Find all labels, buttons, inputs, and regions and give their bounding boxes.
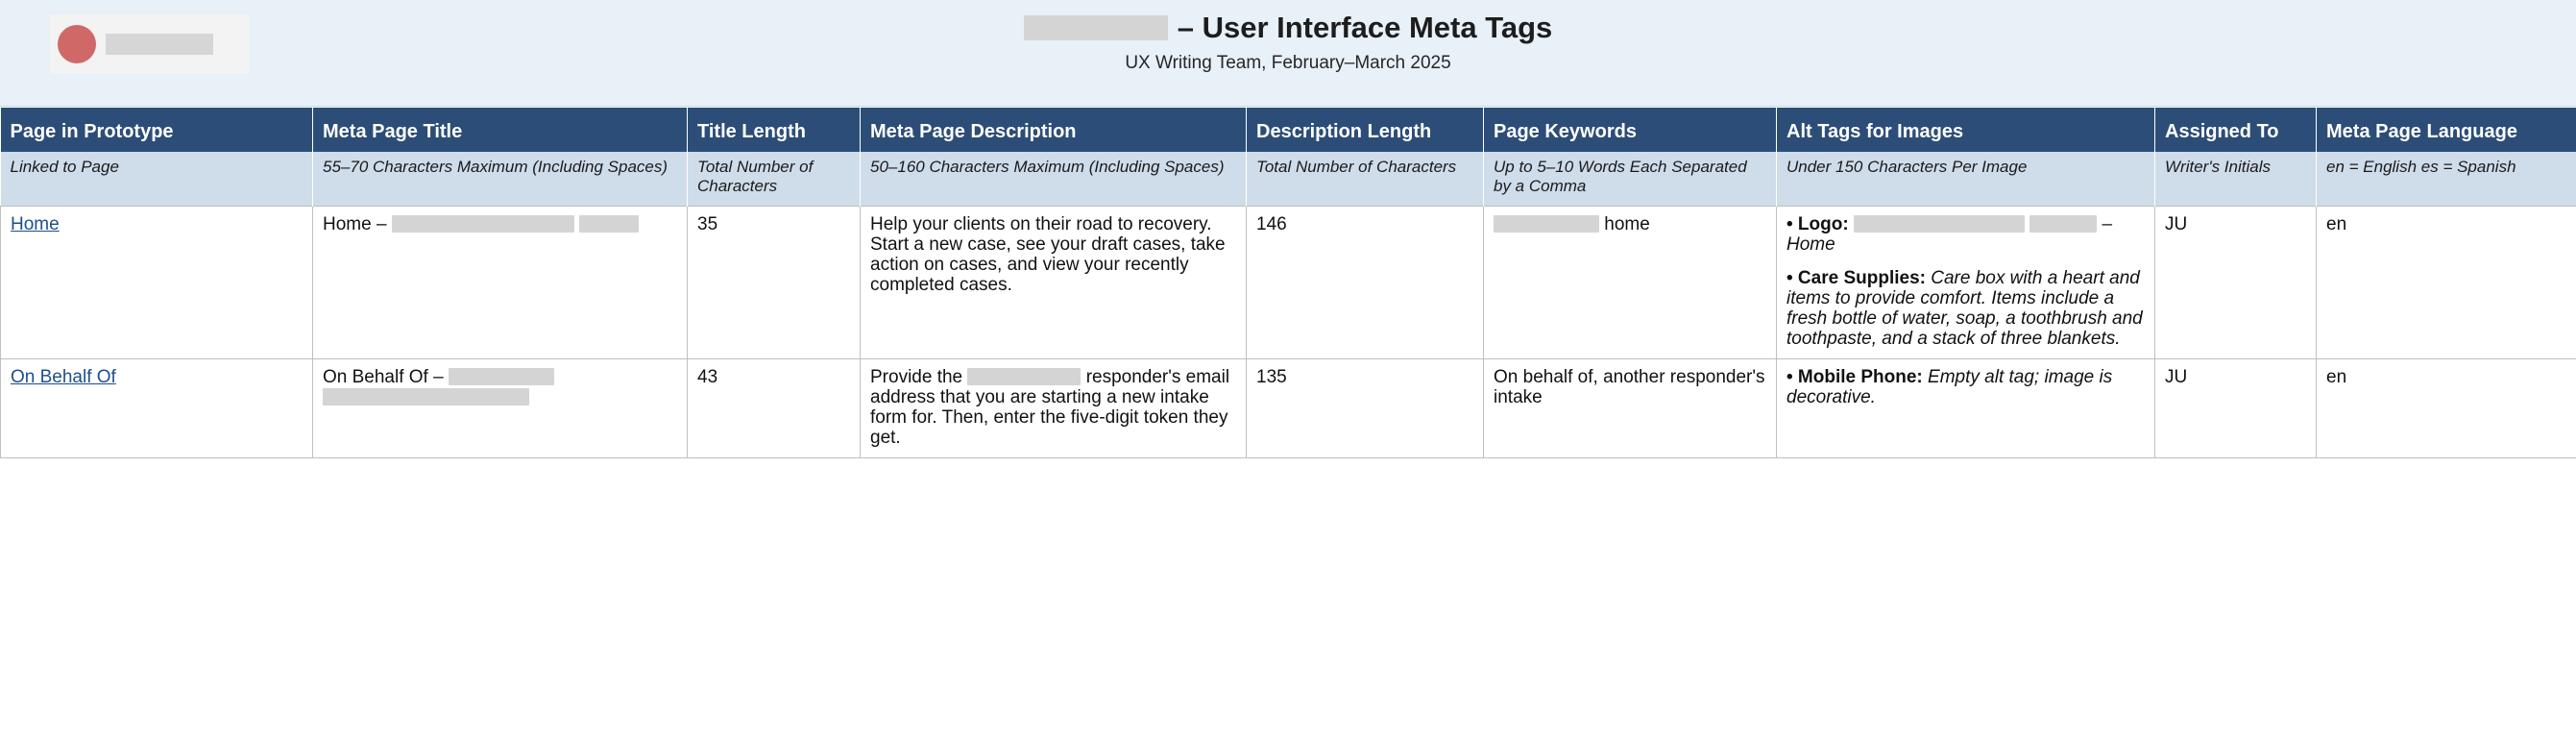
document-header: [0, 0, 2576, 107]
cell-page-in-prototype: [1, 359, 313, 458]
table-row: [1, 207, 2576, 359]
cell-description-length: 146: [1247, 207, 1484, 359]
column-header-meta-page-title: Meta Page Title: [313, 108, 688, 153]
cell-language: en: [2317, 359, 2576, 458]
description-part-b: responder's email address that you are starting a new intake form for. Then, enter the five-digit token they get.: [870, 367, 1230, 448]
meta-tags-table: [0, 107, 2576, 458]
alt-tag-label: • Logo:: [1786, 214, 1849, 234]
column-header-description-length: Description Length: [1247, 108, 1484, 153]
guidance-title-length: Total Number of Characters: [688, 152, 861, 207]
description-part-a: Provide the: [870, 367, 963, 387]
redacted-text: [2029, 215, 2097, 233]
guidance-keywords: Up to 5–10 Words Each Separated by a Comma: [1484, 152, 1777, 207]
redacted-text: [323, 388, 529, 406]
header-row: [1, 108, 2576, 153]
cell-alt-tags: [1777, 207, 2155, 359]
guidance-description-chars: 50–160 Characters Maximum (Including Spaces): [861, 152, 1247, 207]
cell-title-length: 35: [688, 207, 861, 359]
column-header-assigned-to: Assigned To: [2155, 108, 2317, 153]
page-title-suffix: – User Interface Meta Tags: [1177, 11, 1553, 44]
guidance-title-chars: 55–70 Characters Maximum (Including Spaces): [313, 152, 688, 207]
redacted-company-name: [1024, 15, 1168, 40]
column-header-meta-page-language: Meta Page Language: [2317, 108, 2576, 153]
guidance-language: [2317, 152, 2576, 207]
page-link-on-behalf-of[interactable]: On Behalf Of: [11, 367, 116, 387]
page-title: [0, 10, 2576, 46]
guidance-linked-to-page: Linked to Page: [1, 152, 313, 207]
table-guidance: [1, 152, 2576, 207]
guidance-alt-tags: Under 150 Characters Per Image: [1777, 152, 2155, 207]
redacted-text: [392, 215, 574, 233]
alt-tag-item: [1786, 214, 2145, 255]
cell-page-keywords: On behalf of, another responder's intake: [1484, 359, 1777, 458]
cell-title-length: 43: [688, 359, 861, 458]
guidance-assigned-to: Writer's Initials: [2155, 152, 2317, 207]
guidance-description-length: Total Number of Characters: [1247, 152, 1484, 207]
title-block: [0, 10, 2576, 75]
guidance-row: [1, 152, 2576, 207]
column-header-title-length: Title Length: [688, 108, 861, 153]
cell-meta-page-title: [313, 207, 688, 359]
alt-tag-desc: Care box with a heart and items to provide comfort. Items include a fresh bottle of water, soap, a toothbrush and toothpaste, and a stack of three blankets.: [1786, 268, 2143, 349]
page-subtitle: UX Writing Team, February–March 2025: [1125, 53, 1451, 73]
table-body: [1, 207, 2576, 458]
alt-tag-desc: – Home: [1786, 214, 2113, 255]
cell-meta-page-title: [313, 359, 688, 458]
redacted-text: [1854, 215, 2025, 233]
cell-page-keywords: [1484, 207, 1777, 359]
table-row: [1, 359, 2576, 458]
column-header-meta-page-description: Meta Page Description: [861, 108, 1247, 153]
cell-meta-page-description: Help your clients on their road to recovery. Start a new case, see your draft cases, take action on cases, and view your recently completed cases.: [861, 207, 1247, 359]
alt-tag-label: • Care Supplies:: [1786, 268, 1926, 288]
alt-tag-desc: Empty alt tag; image is decorative.: [1786, 367, 2113, 407]
page-link-home[interactable]: Home: [11, 214, 60, 234]
alt-tag-item: [1786, 367, 2145, 407]
keywords-suffix: home: [1604, 214, 1650, 234]
cell-description-length: 135: [1247, 359, 1484, 458]
meta-title-prefix: Home –: [323, 214, 387, 234]
cell-assigned-to: JU: [2155, 359, 2317, 458]
redacted-text: [449, 368, 554, 385]
redacted-text: [1494, 215, 1599, 233]
cell-language: en: [2317, 207, 2576, 359]
redacted-text: [967, 368, 1081, 385]
cell-assigned-to: JU: [2155, 207, 2317, 359]
alt-tag-label: • Mobile Phone:: [1786, 367, 1923, 387]
column-header-page-in-prototype: Page in Prototype: [1, 108, 313, 153]
cell-alt-tags: [1777, 359, 2155, 458]
alt-tag-item: [1786, 268, 2145, 349]
cell-meta-page-description: [861, 359, 1247, 458]
table-header: [1, 108, 2576, 153]
cell-page-in-prototype: [1, 207, 313, 359]
column-header-page-keywords: Page Keywords: [1484, 108, 1777, 153]
meta-title-prefix: On Behalf Of –: [323, 367, 444, 387]
guidance-language-en: en = English es = Spanish: [2326, 158, 2516, 176]
redacted-text: [579, 215, 639, 233]
column-header-alt-tags-for-images: Alt Tags for Images: [1777, 108, 2155, 153]
